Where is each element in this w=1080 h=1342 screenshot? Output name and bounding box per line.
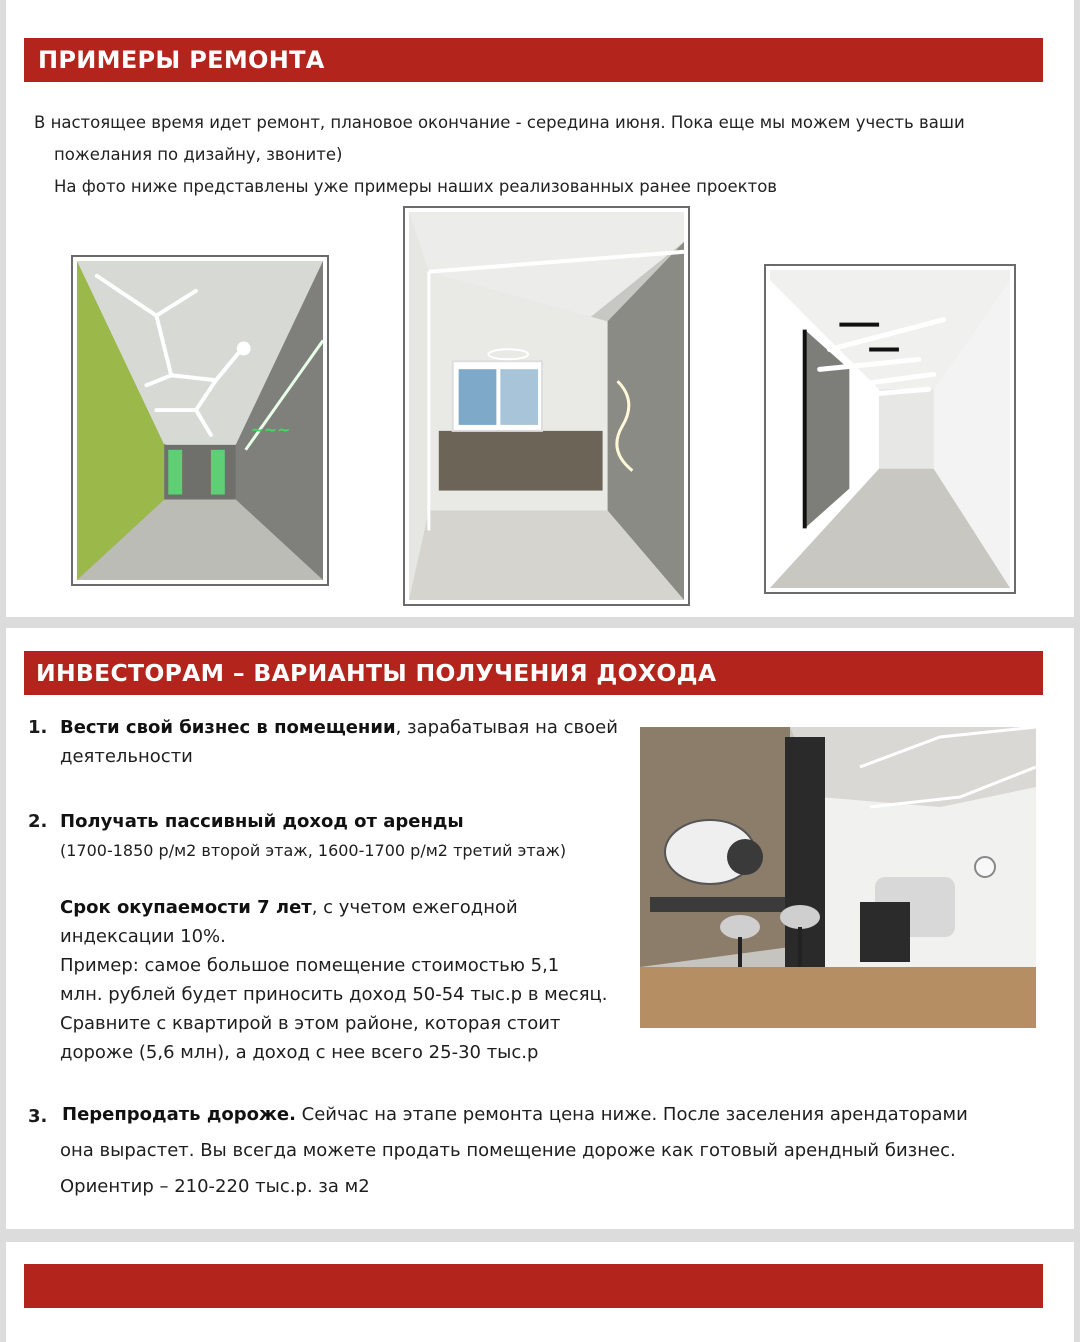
section-banner-investors [24, 651, 1043, 695]
item-3-line-2: она вырастет. Вы всегда можете продать помещение дороже как готовый арендный бизнес. [60, 1140, 956, 1161]
item-3-text: Сейчас на этапе ремонта цена ниже. После заселения арендаторами [295, 1104, 968, 1125]
page-investors [6, 628, 1074, 1229]
item-2-example-3: Сравните с квартирой в этом районе, которая стоит [60, 1013, 561, 1034]
section-banner-renovation [24, 38, 1043, 82]
section-title: ИНВЕСТОРАМ – ВАРИАНТЫ ПОЛУЧЕНИЯ ДОХОДА [36, 659, 717, 687]
svg-text:~~~: ~~~ [250, 419, 291, 439]
item-3-line-3: Ориентир – 210-220 тыс.р. за м2 [60, 1176, 370, 1197]
item-2-number: 2. [28, 811, 48, 832]
payback-text: , с учетом ежегодной [311, 897, 518, 918]
payback-heading: Срок окупаемости 7 лет [60, 897, 312, 918]
intro-line-2: пожелания по дизайну, звоните) [54, 145, 343, 164]
salon-interior-photo [640, 727, 1036, 1028]
item-1-line-1 [60, 713, 618, 742]
item-1-line-2: деятельности [60, 746, 193, 767]
renovation-photo-green-wall-hall [71, 255, 329, 586]
item-3-line-1 [62, 1100, 968, 1129]
section-banner-empty [24, 1264, 1043, 1308]
renovation-photo-window-room [403, 206, 690, 606]
item-3-heading: Перепродать дороже. [62, 1104, 296, 1125]
item-2-prices: (1700-1850 р/м2 второй этаж, 1600-1700 р/м2 третий этаж) [60, 841, 567, 860]
renovation-photo-long-corridor [764, 264, 1016, 594]
item-2-example-1: Пример: самое большое помещение стоимостью 5,1 [60, 955, 560, 976]
page-next-section [6, 1242, 1074, 1342]
item-2-example-2: млн. рублей будет приносить доход 50-54 тыс.р в месяц. [60, 984, 608, 1005]
item-2-indexation: индексации 10%. [60, 926, 226, 947]
item-2-heading [60, 807, 464, 836]
item-2-payback [60, 893, 518, 922]
intro-line-3: На фото ниже представлены уже примеры наших реализованных ранее проектов [54, 177, 778, 196]
page-renovation-examples [6, 0, 1074, 617]
item-1-text: , зарабатывая на своей [395, 717, 618, 738]
section-title: ПРИМЕРЫ РЕМОНТА [38, 46, 325, 74]
intro-line-1: В настоящее время идет ремонт, плановое окончание - середина июня. Пока еще мы можем учесть ваши [34, 113, 965, 132]
item-2-heading-text: Получать пассивный доход от аренды [60, 811, 464, 832]
item-2-example-4: дороже (5,6 млн), а доход с нее всего 25-30 тыс.р [60, 1042, 539, 1063]
item-1-heading: Вести свой бизнес в помещении [60, 717, 396, 738]
item-1-number: 1. [28, 717, 48, 738]
item-3-number: 3. [28, 1106, 48, 1127]
